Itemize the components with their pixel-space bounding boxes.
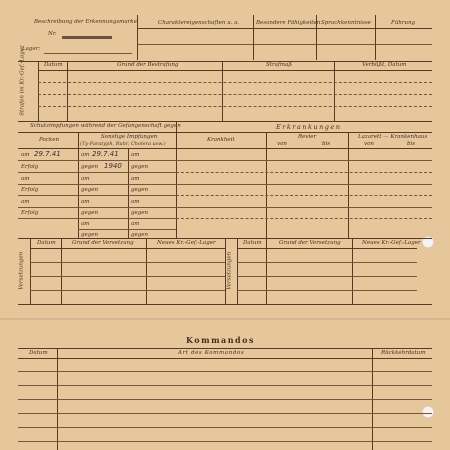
pocken-erfolg-2: Erfolg: [21, 187, 39, 193]
sonstige-number: 1940: [104, 162, 122, 170]
vers-col-lager-r: Neues Kr.-Gef.-Lager: [362, 240, 421, 246]
fuehrung-label: Führung: [391, 20, 416, 26]
col3-gegen-1: gegen: [131, 164, 149, 170]
sonstige-am-1: am: [81, 152, 90, 158]
vers-col-datum-r: Datum: [243, 240, 262, 246]
col3-am-3: am: [131, 199, 140, 205]
pocken-erfolg-1: Erfolg: [21, 164, 39, 170]
lazarett-von: von: [364, 141, 374, 147]
sonstige-sub: (Ty-Paratyph, Ruhr, Cholera usw.): [80, 141, 166, 147]
strafen-col-verbuesst: Verbüßt, Datum: [362, 62, 407, 68]
pocken-date: 29.7.41: [34, 150, 61, 158]
sonstige-label: Sonstige Impfungen: [101, 134, 158, 140]
col3-gegen-2: gegen: [131, 187, 149, 193]
lazarett-label: Lazarett — Krankenhaus: [358, 134, 428, 140]
nr-field: [62, 36, 112, 39]
col3-am-1: am: [131, 152, 140, 158]
vers-col-lager-l: Neues Kr.-Gef.-Lager: [157, 240, 216, 246]
kommandos-col-art: Art des Kommandos: [178, 350, 245, 356]
sonstige-gegen-2: gegen: [81, 187, 99, 193]
strafen-col-strafmass: Strafmaß: [266, 62, 293, 68]
col3-am-4: am: [131, 221, 140, 227]
vers-col-grund-r: Grund der Versetzung: [279, 240, 341, 246]
lazarett-bis: bis: [407, 141, 416, 147]
pocken-erfolg-3: Erfolg: [21, 210, 39, 216]
paper-fold: [0, 318, 450, 320]
vers-col-datum-l: Datum: [37, 240, 56, 246]
col3-gegen-4: gegen: [131, 232, 149, 238]
sprachen-label: Sprachkenntnisse: [321, 20, 371, 26]
kommandos-col-datum: Datum: [29, 350, 48, 356]
impfungen-title: Schutzimpfungen während der Gefangenschaft gegen: [30, 123, 181, 129]
lager-field: [44, 53, 132, 54]
kommandos-title: Kommandos: [186, 335, 255, 345]
sonstige-gegen-3: gegen: [81, 210, 99, 216]
krankheit-label: Krankheit: [207, 137, 235, 143]
faehigkeiten-label: Besondere Fähigkeiten: [256, 20, 321, 26]
charakter-label: Charaktereigenschaften u. a.: [158, 20, 240, 26]
beschreibung-label: Beschreibung der Erkennungsmarke: [34, 19, 137, 25]
revier-bis: bis: [322, 141, 331, 147]
pocken-am-3: am: [21, 199, 30, 205]
lager-label: Lager:: [22, 46, 41, 52]
versetzungen-side-label-left: Versetzungen: [18, 251, 25, 290]
strafen-col-datum: Datum: [44, 62, 63, 68]
sonstige-am-2: am: [81, 176, 90, 182]
revier-von: von: [277, 141, 287, 147]
kommandos-col-rueckkehr: Rückkehrdatum: [381, 350, 426, 356]
erkrankungen-title: Erkrankungen: [276, 123, 342, 131]
pocken-am-2: am: [21, 176, 30, 182]
sonstige-date: 29.7.41: [92, 150, 119, 158]
vers-col-grund-l: Grund der Versetzung: [72, 240, 134, 246]
strafen-side-label: Strafen im Kr.-Gef.-Lager: [19, 45, 26, 116]
revier-label: Revier: [298, 134, 317, 140]
sonstige-gegen-4: gegen: [81, 232, 99, 238]
pocken-am-1: am: [21, 152, 30, 158]
versetzungen-side-label-right: Versetzungen: [226, 251, 233, 290]
sonstige-am-4: am: [81, 221, 90, 227]
nr-label: Nr.: [48, 31, 57, 37]
pocken-label: Pocken: [39, 137, 59, 143]
sonstige-gegen-1: gegen: [81, 164, 99, 170]
sonstige-am-3: am: [81, 199, 90, 205]
col3-gegen-3: gegen: [131, 210, 149, 216]
punch-hole: [422, 406, 434, 418]
col3-am-2: am: [131, 176, 140, 182]
strafen-col-grund: Grund der Bestrafung: [117, 62, 179, 68]
